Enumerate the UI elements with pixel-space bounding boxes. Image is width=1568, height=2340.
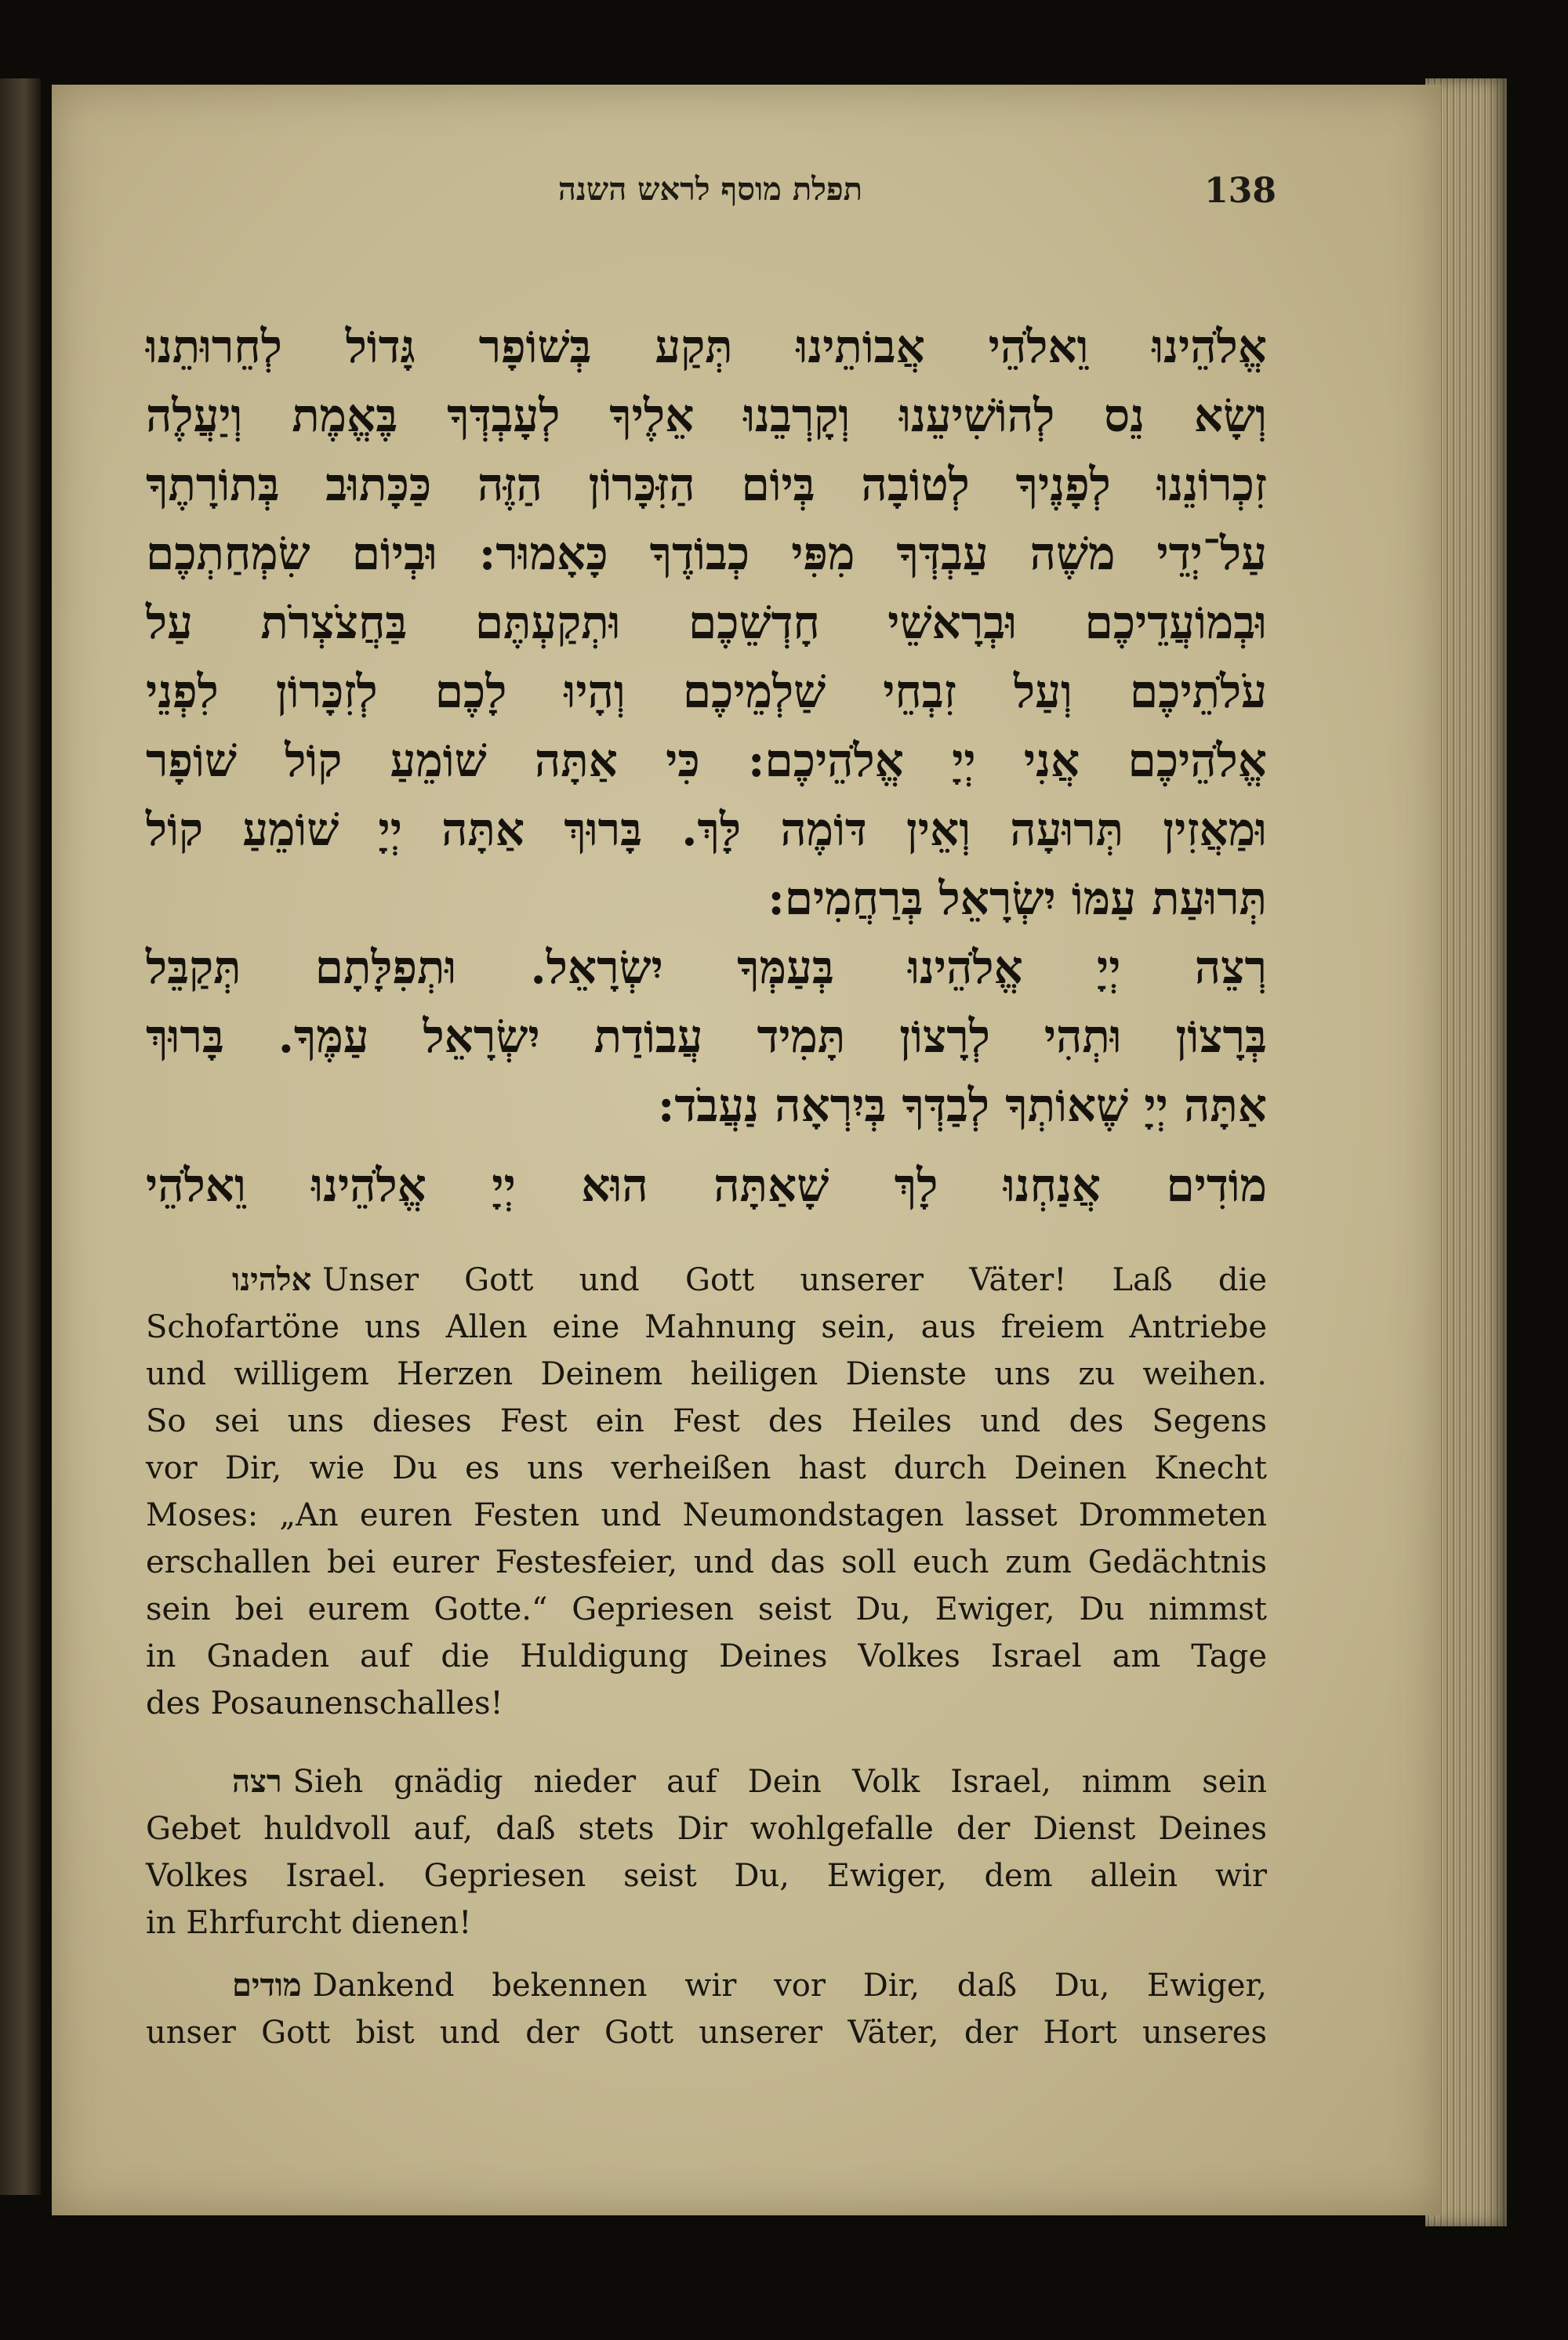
german-line-text: Unser Gott und Gott unserer Väter! Laß die (322, 1262, 1267, 1298)
hebrew-paragraph-2 (146, 933, 1267, 1140)
paragraph-marker: רצה (232, 1763, 282, 1800)
hebrew-line: מוֹדִים אֲנַחְנוּ לָךְ שָׁאַתָּה הוּא יְיָ אֱלֹהֵינוּ וֵאלֹהֵי (146, 1159, 1267, 1212)
german-line: sein bei eurem Gotte.“ Gepriesen seist Du, Ewiger, Du nimmst (146, 1591, 1267, 1627)
german-line (146, 1257, 1267, 1304)
german-line: Moses: „An euren Festen und Neumondstagen lasset Drommeten (146, 1497, 1267, 1533)
german-line: erschallen bei eurer Festesfeier, und das soll euch zum Gedächtnis (146, 1544, 1267, 1580)
german-line-text: Dankend bekennen wir vor Dir, daß Du, Ewiger, (312, 1968, 1267, 2004)
german-paragraph-1 (146, 1257, 1267, 1727)
hebrew-line: אַתָּה יְיָ שֶׁאוֹתְךָ לְבַדְּךָ בְּיִרְאָה נַעֲבֹד: (657, 1079, 1267, 1132)
hebrew-line: אֱלֹהֵינוּ וֵאלֹהֵי אֲבוֹתֵינוּ תְּקַע בְּשׁוֹפָר גָּדוֹל לְחֵרוּתֵנוּ (146, 320, 1267, 373)
german-line: und willigem Herzen Deinem heiligen Dienste uns zu weihen. (146, 1356, 1267, 1392)
hebrew-paragraph-3 (146, 1151, 1267, 1220)
book-page (52, 85, 1441, 2215)
german-line: Schofartöne uns Allen eine Mahnung sein, aus freiem Antriebe (146, 1309, 1267, 1345)
german-line (146, 1758, 1267, 1805)
paragraph-marker: אלהינו (232, 1261, 312, 1298)
german-line: in Ehrfurcht dienen! (146, 1905, 472, 1941)
hebrew-line: תְּרוּעַת עַמּוֹ יִשְׂרָאֵל בְּרַחֲמִים: (768, 872, 1267, 925)
running-head: תפלת מוסף לראש השנה (557, 171, 863, 208)
hebrew-line: זִכְרוֹנֵנוּ לְפָנֶיךָ לְטוֹבָה בְּיוֹם הַזִּכָּרוֹן הַזֶּה כַּכָּתוּב בְּתוֹרָתֶךָ (146, 458, 1267, 511)
hebrew-line: וְשָׂא נֵס לְהוֹשִׁיעֵנוּ וְקָרְבֵנוּ אֵלֶיךָ לְעָבְדְּךָ בֶּאֱמֶת וְיַעֲלֶה (146, 389, 1267, 442)
german-line: Gebet huldvoll auf, daß stets Dir wohlgefalle der Dienst Deines (146, 1811, 1267, 1847)
paragraph-marker: מודים (232, 1967, 302, 2004)
german-line (146, 1962, 1267, 2009)
german-line: So sei uns dieses Fest ein Fest des Heiles und des Segens (146, 1403, 1267, 1439)
german-line: vor Dir, wie Du es uns verheißen hast durch Deinen Knecht (146, 1450, 1267, 1486)
hebrew-line: וּמַאֲזִין תְּרוּעָה וְאֵין דּוֹמֶה לָּךְ. בָּרוּךְ אַתָּה יְיָ שׁוֹמֵעַ קוֹל (146, 803, 1267, 856)
german-line-text: Sieh gnädig nieder auf Dein Volk Israel, nimm sein (292, 1764, 1267, 1800)
german-line: Volkes Israel. Gepriesen seist Du, Ewiger, dem allein wir (146, 1858, 1267, 1894)
page-number: 138 (1204, 171, 1276, 211)
hebrew-line: רְצֵה יְיָ אֱלֹהֵינוּ בְּעַמְּךָ יִשְׂרָאֵל. וּתְפִלָּתָם תְּקַבֵּל (146, 941, 1267, 994)
german-paragraph-2 (146, 1758, 1267, 1946)
hebrew-line: עֹלֹתֵיכֶם וְעַל זִבְחֵי שַׁלְמֵיכֶם וְהָיוּ לָכֶם לְזִכָּרוֹן לִפְנֵי (146, 665, 1267, 718)
german-paragraph-3 (146, 1962, 1267, 2056)
german-line: in Gnaden auf die Huldigung Deines Volkes Israel am Tage (146, 1638, 1267, 1674)
german-line: unser Gott bist und der Gott unserer Väter, der Hort unseres (146, 2015, 1267, 2051)
german-line: des Posaunenschalles! (146, 1685, 503, 1721)
hebrew-line: בְּרָצוֹן וּתְהִי לְרָצוֹן תָּמִיד עֲבוֹדַת יִשְׂרָאֵל עַמֶּךָ. בָּרוּךְ (146, 1010, 1267, 1063)
hebrew-line: אֱלֹהֵיכֶם אֲנִי יְיָ אֱלֹהֵיכֶם: כִּי אַתָּה שׁוֹמֵעַ קוֹל שׁוֹפָר (146, 734, 1267, 787)
hebrew-line: וּבְמוֹעֲדֵיכֶם וּבְרָאשֵׁי חָדְשֵׁכֶם וּתְקַעְתֶּם בַּחֲצֹצְרֹת עַל (146, 596, 1267, 649)
hebrew-line: עַל־יְדֵי משֶׁה עַבְדְּךָ מִפִּי כְבוֹדֶךָ כָּאָמוּר: וּבְיוֹם שִׂמְחַתְכֶם (146, 527, 1267, 580)
facing-page-edge (0, 78, 41, 2195)
hebrew-paragraph-1 (146, 312, 1267, 933)
